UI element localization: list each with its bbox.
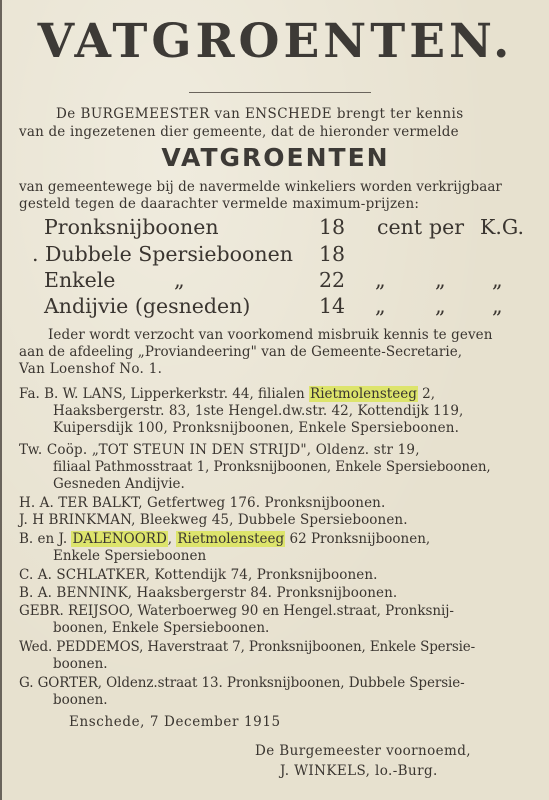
shop-text: Fa. B. W. LANS, Lipperkerkstr. 44, filialen bbox=[19, 386, 310, 402]
price-unit: cent bbox=[377, 215, 423, 239]
title-divider bbox=[189, 92, 371, 93]
shop-text: , bbox=[167, 531, 177, 547]
shop-entry-line: Kuipersdijk 100, Pronksnijboonen, Enkele Spersieboonen. bbox=[53, 420, 460, 436]
product-name: . Dubbele Spersieboonen bbox=[32, 242, 293, 266]
price-per: „ bbox=[435, 268, 446, 292]
shop-entry: Wed. PEDDEMOS, Haverstraat 7, Pronksnijboonen, Enkele Spersie- bbox=[19, 639, 476, 655]
shop-entry: B. A. BENNINK, Haaksbergerstr 84. Pronksnijboonen. bbox=[19, 585, 398, 601]
shop-entry: GEBR. REIJSOO, Waterboerweg 90 en Hengel.straat, Pronksnij- bbox=[19, 603, 454, 619]
shop-entry: J. H BRINKMAN, Bleekweg 45, Dubbele Spersieboonen. bbox=[19, 512, 408, 528]
shop-text: 62 Pronksnijboonen, bbox=[285, 531, 431, 547]
product-price: 18 bbox=[319, 215, 346, 239]
shop-entry: G. GORTER, Oldenz.straat 13. Pronksnijboonen, Dubbele Spersie- bbox=[19, 675, 465, 691]
shop-text: B. en J. bbox=[19, 531, 72, 547]
signature-line-2: J. WINKELS, lo.-Burg. bbox=[280, 763, 438, 779]
intro2-line-2: gesteld tegen de daarachter vermelde maximum-prijzen: bbox=[19, 196, 420, 212]
product-price: 22 bbox=[319, 268, 346, 292]
shop-entry-line: Gesneden Andijvie. bbox=[53, 476, 185, 492]
shop-entry: C. A. SCHLATKER, Kottendijk 74, Pronksnijboonen. bbox=[19, 567, 378, 583]
highlighted-name: DALENOORD bbox=[72, 531, 167, 547]
price-kg: „ bbox=[492, 294, 503, 318]
price-unit: „ bbox=[375, 268, 386, 292]
product-name: Enkele „ bbox=[44, 268, 185, 292]
notice-line-3: Van Loenshof No. 1. bbox=[19, 361, 163, 377]
shop-entry bbox=[19, 385, 435, 403]
intro-line-2: van de ingezetenen dier gemeente, dat de hieronder vermelde bbox=[19, 124, 459, 140]
shop-entry-line: boonen. bbox=[53, 692, 108, 708]
signature-line-1: De Burgemeester voornoemd, bbox=[255, 743, 471, 759]
notice-line-2: aan de afdeeling „Proviandeering" van de Gemeente-Secretarie, bbox=[19, 344, 463, 360]
price-per: „ bbox=[435, 294, 446, 318]
subheading: VATGROENTEN bbox=[161, 143, 390, 172]
price-per: per bbox=[429, 215, 465, 239]
shop-entry-line: boonen. bbox=[53, 656, 108, 672]
shop-entry-line: Enkele Spersieboonen bbox=[53, 548, 207, 564]
intro-line-1: De BURGEMEESTER van ENSCHEDE brengt ter kennis bbox=[56, 106, 464, 122]
dateline: Enschede, 7 December 1915 bbox=[69, 714, 281, 730]
price-unit: „ bbox=[375, 294, 386, 318]
shop-entry bbox=[19, 530, 430, 548]
notice-line-1: Ieder wordt verzocht van voorkomend misbruik kennis te geven bbox=[48, 327, 493, 343]
shop-entry: H. A. TER BALKT, Getfertweg 176. Pronksnijboonen. bbox=[19, 495, 386, 511]
price-kg: K.G. bbox=[480, 215, 524, 239]
highlighted-street: Rietmolensteeg bbox=[310, 386, 417, 402]
shop-entry-line: Haaksbergerstr. 83, 1ste Hengel.dw.str. 42, Kottendijk 119, bbox=[53, 403, 464, 419]
intro2-line-1: van gemeentewege bij de navermelde winkeliers worden verkrijgbaar bbox=[19, 179, 502, 195]
product-price: 14 bbox=[319, 294, 346, 318]
highlighted-street: Rietmolensteeg bbox=[177, 531, 285, 547]
product-price: 18 bbox=[319, 242, 346, 266]
shop-entry: Tw. Coöp. „TOT STEUN IN DEN STRIJD", Oldenz. str 19, bbox=[19, 442, 420, 458]
product-name: Andijvie (gesneden) bbox=[44, 294, 251, 318]
shop-entry-line: boonen, Enkele Spersieboonen. bbox=[53, 620, 270, 636]
product-name: Pronksnijboonen bbox=[44, 215, 219, 239]
price-kg: „ bbox=[492, 268, 503, 292]
page-title: VATGROENTEN. bbox=[37, 14, 514, 69]
shop-text: 2, bbox=[417, 386, 436, 402]
shop-entry-line: filiaal Pathmosstraat 1, Pronksnijboonen, Enkele Spersieboonen, bbox=[53, 459, 491, 475]
